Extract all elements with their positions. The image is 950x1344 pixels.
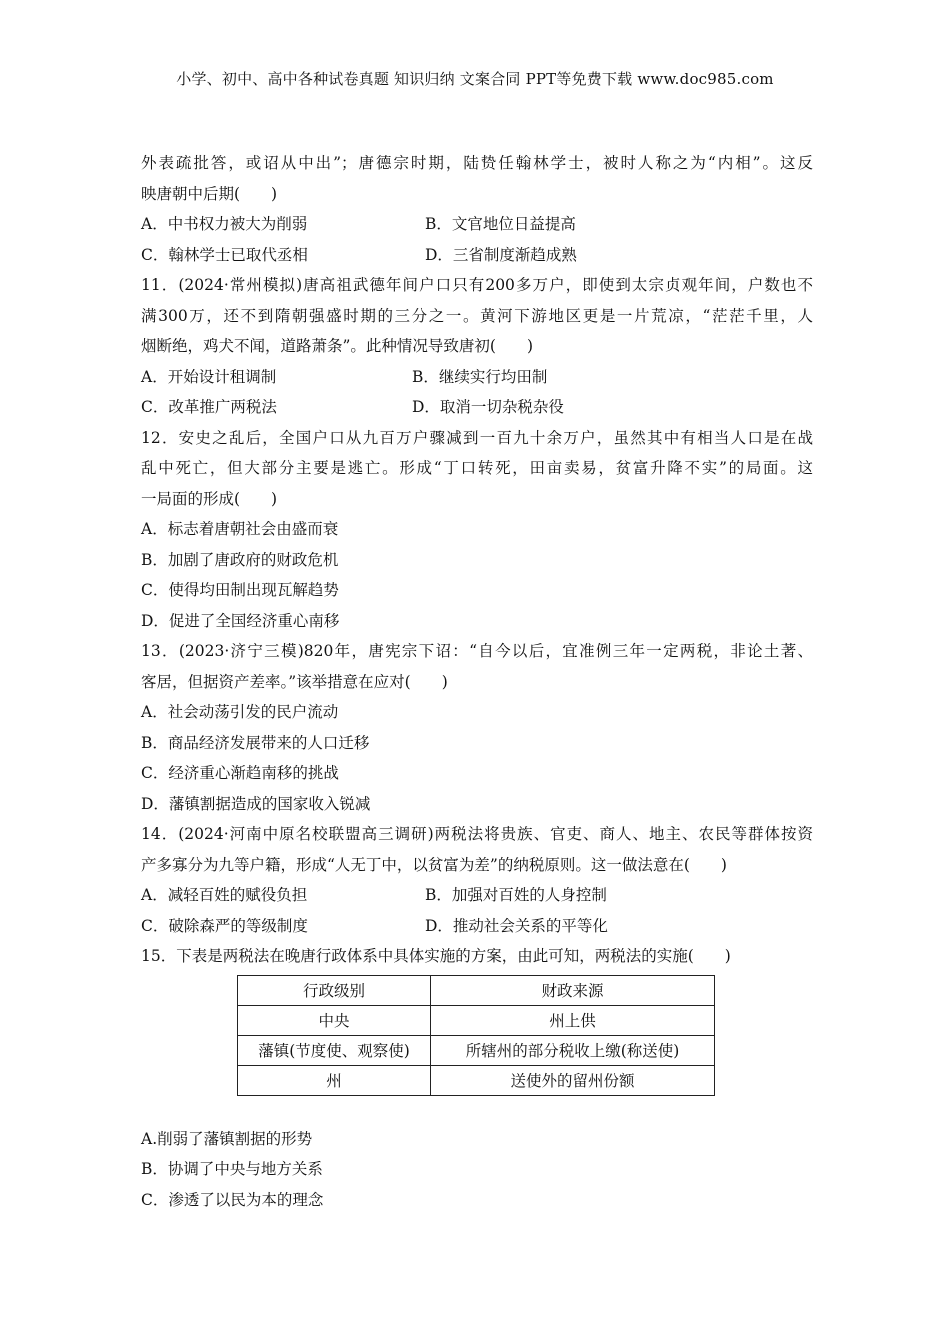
table-header-row bbox=[238, 975, 715, 1005]
option-d: D．三省制度渐趋成熟 bbox=[425, 245, 577, 264]
table-header: 行政级别 bbox=[238, 975, 431, 1005]
document-body bbox=[141, 148, 813, 1215]
table-cell: 州上供 bbox=[431, 1005, 715, 1035]
table-cell: 送使外的留州份额 bbox=[431, 1065, 715, 1095]
option-a: A．减轻百姓的赋役负担 bbox=[141, 886, 308, 904]
option-b: B．继续实行均田制 bbox=[412, 367, 548, 386]
table-cell: 所辖州的部分税收上缴(称送使) bbox=[431, 1035, 715, 1065]
option-a: A．开始设计租调制 bbox=[141, 367, 277, 386]
option-c: C．翰林学士已取代丞相 bbox=[141, 245, 308, 264]
table-row bbox=[238, 1005, 715, 1035]
question-text: 映唐朝中后期( ) bbox=[141, 184, 278, 203]
option-a: A．标志着唐朝社会由盛而衰 bbox=[141, 520, 339, 538]
question-text: 11．(2024·常州模拟)唐高祖武德年间户口只有200多万户，即使到太宗贞观年间，户数也不 bbox=[141, 276, 813, 294]
option-d: D．藩镇割据造成的国家收入锐减 bbox=[141, 794, 371, 813]
option-c: C．破除森严的等级制度 bbox=[141, 916, 308, 935]
fiscal-table bbox=[237, 975, 715, 1096]
question-10 bbox=[141, 148, 813, 270]
option-b: B．商品经济发展带来的人口迁移 bbox=[141, 733, 370, 752]
question-13 bbox=[141, 636, 813, 819]
question-text: 15．下表是两税法在晚唐行政体系中具体实施的方案，由此可知，两税法的实施( ) bbox=[141, 947, 731, 965]
question-text: 14．(2024·河南中原名校联盟高三调研)两税法将贵族、官吏、商人、地主、农民等群体按资 bbox=[141, 825, 813, 843]
table-header: 财政来源 bbox=[431, 975, 715, 1005]
option-d: D．推动社会关系的平等化 bbox=[425, 916, 608, 935]
option-b: B．协调了中央与地方关系 bbox=[141, 1160, 323, 1178]
question-14 bbox=[141, 819, 813, 941]
option-d: D．取消一切杂税杂役 bbox=[412, 398, 564, 416]
table-row bbox=[238, 1065, 715, 1095]
option-b: B．加强对百姓的人身控制 bbox=[425, 886, 607, 904]
option-c: C．经济重心渐趋南移的挑战 bbox=[141, 764, 339, 782]
option-c: C．改革推广两税法 bbox=[141, 398, 277, 416]
option-c: C．使得均田制出现瓦解趋势 bbox=[141, 581, 339, 599]
option-c: C．渗透了以民为本的理念 bbox=[141, 1190, 324, 1209]
question-11 bbox=[141, 270, 813, 423]
table-cell: 藩镇(节度使、观察使) bbox=[238, 1035, 431, 1065]
option-a: A．社会动荡引发的民户流动 bbox=[141, 703, 339, 721]
table-cell: 州 bbox=[238, 1065, 431, 1095]
page-header: 小学、初中、高中各种试卷真题 知识归纳 文案合同 PPT等免费下载 www.doc985.com bbox=[176, 70, 774, 88]
question-text: 客居，但据资产差率。”该举措意在应对( ) bbox=[141, 672, 448, 691]
question-text: 外表疏批答，或诏从中出”；唐德宗时期，陆贽任翰林学士，被时人称之为“内相”。这反 bbox=[141, 154, 813, 172]
option-b: B．文官地位日益提高 bbox=[425, 215, 576, 233]
question-text: 烟断绝，鸡犬不闻，道路萧条”。此种情况导致唐初( ) bbox=[141, 337, 534, 355]
question-text: 12．安史之乱后，全国户口从九百万户骤减到一百九十余万户，虽然其中有相当人口是在战 bbox=[141, 428, 813, 447]
question-text: 13．(2023·济宁三模)820年，唐宪宗下诏：“自今以后，宜准例三年一定两税，非论土著、 bbox=[141, 642, 813, 660]
option-a: A．中书权力被大为削弱 bbox=[141, 215, 308, 233]
question-12 bbox=[141, 423, 813, 637]
table-cell: 中央 bbox=[238, 1005, 431, 1035]
question-text: 乱中死亡，但大部分主要是逃亡。形成“丁口转死，田亩卖易，贫富升降不实”的局面。这 bbox=[141, 459, 813, 477]
option-a: A.削弱了藩镇割据的形势 bbox=[141, 1129, 313, 1148]
option-b: B．加剧了唐政府的财政危机 bbox=[141, 550, 339, 569]
question-text: 一局面的形成( ) bbox=[141, 489, 278, 508]
option-d: D．促进了全国经济重心南移 bbox=[141, 611, 340, 630]
question-15 bbox=[141, 941, 813, 1215]
question-text: 产多寡分为九等户籍，形成“人无丁中，以贫富为差”的纳税原则。这一做法意在( ) bbox=[141, 855, 727, 874]
question-text: 满300万，还不到隋朝强盛时期的三分之一。黄河下游地区更是一片荒凉，“茫茫千里，人 bbox=[141, 306, 813, 325]
table-row bbox=[238, 1035, 715, 1065]
